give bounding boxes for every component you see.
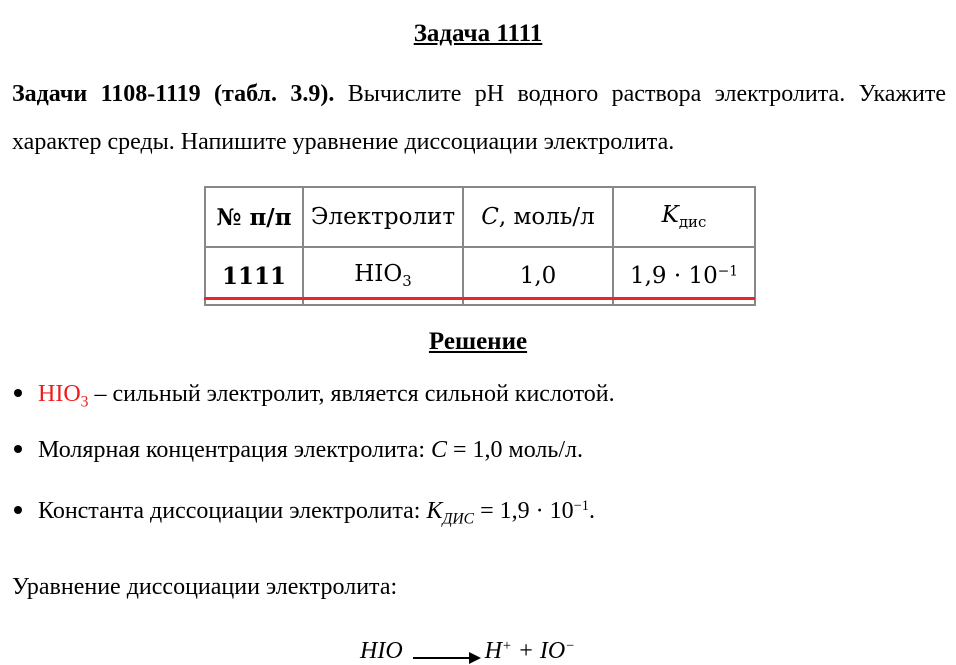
task-reference: Задачи 1108-1119 (табл. 3.9). [12, 81, 335, 107]
solution-title: Решение [428, 328, 528, 355]
electrolyte-subscript: 3 [402, 272, 412, 291]
formula-highlight: $HIO_3$ [38, 381, 89, 411]
equation-product-2: IO [539, 638, 566, 664]
bullet-text: Молярная концентрация электролита: [38, 437, 431, 463]
conc-unit: , моль/л [498, 204, 595, 230]
conc-symbol: C [481, 204, 499, 230]
arrow-right-icon [413, 657, 479, 659]
k-value: = 1,9 · 10 [474, 498, 574, 524]
equation-product-1: H [484, 638, 502, 664]
conc-symbol: C [431, 437, 448, 463]
k-subscript: дис [678, 213, 707, 232]
equation-reactant: HIO [360, 638, 403, 664]
data-table [204, 186, 756, 306]
bullet-text: Константа диссоциации электролита: [38, 498, 427, 524]
header-num: № п/п [205, 187, 303, 247]
k-symbol: K [426, 498, 443, 524]
bullet-dissociation-constant: Константа диссоциации электролита: $K_{ДИС} = 1,9 \cdot 10^{-1}$. [12, 498, 595, 528]
task-text: Вычислите pH водного раствора электролита. Укажите характер среды. Напишите уравнение диссоциации электролита. [12, 81, 946, 155]
equation-label: Уравнение диссоциации электролита: [12, 574, 398, 600]
k-mantissa: 1,9 · 10 [629, 263, 718, 289]
bullet-icon [14, 445, 22, 453]
dissociation-equation: HIO H+ + IO− [360, 638, 575, 664]
bullet-text: – сильный электролит, является сильной кислотой. [88, 381, 615, 407]
k-exponent: −1 [717, 263, 739, 280]
task-title: Задача 1111 [413, 20, 543, 47]
k-symbol: K [661, 202, 679, 229]
conc-value: = 1,0 моль/л. [447, 437, 583, 463]
table-header-row [205, 187, 755, 247]
header-electrolyte: Электролит [303, 187, 463, 247]
task-statement [12, 70, 946, 166]
bullet-icon [14, 389, 22, 397]
bullet-concentration [12, 437, 583, 464]
cell-concentration: 1,0 [463, 247, 613, 305]
header-k [613, 187, 755, 247]
k-subscript: ДИС [442, 510, 475, 528]
table-underline [204, 297, 755, 300]
header-concentration [463, 187, 613, 247]
bullet-electrolyte-type [12, 381, 615, 411]
bullet-icon [14, 506, 22, 514]
k-exponent: −1 [573, 498, 589, 515]
electrolyte-formula: HIO [354, 261, 403, 288]
cell-num: 1111 [205, 247, 303, 305]
